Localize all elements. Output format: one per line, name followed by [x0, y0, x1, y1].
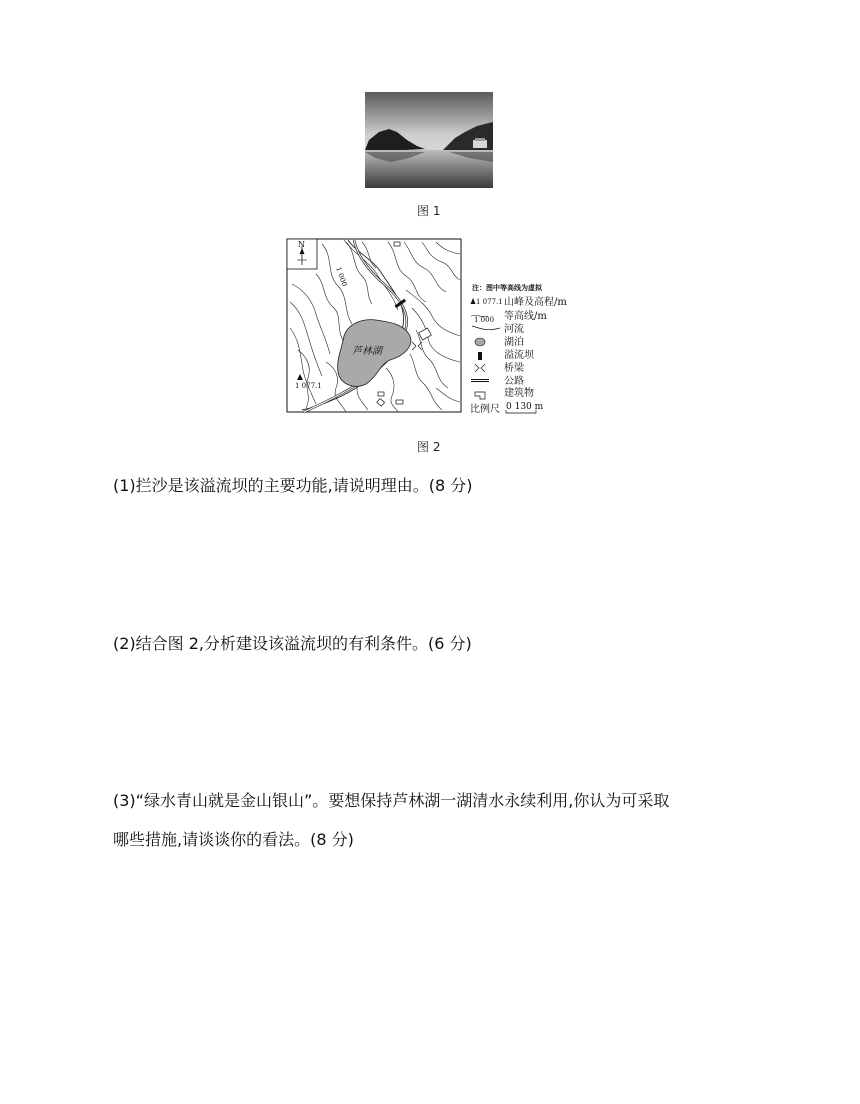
peak-icon — [471, 298, 476, 304]
building-icon — [475, 392, 485, 399]
question-2: (2)结合图 2,分析建设该溢流坝的有利条件。(6 分) — [113, 634, 472, 653]
north-label: N — [298, 240, 305, 249]
legend-building-label: 建筑物 — [504, 388, 534, 399]
contour-label: 1 000 — [334, 265, 349, 288]
lake-label: 芦林湖 — [352, 346, 382, 357]
svg-text:1 000: 1 000 — [474, 316, 495, 324]
legend-river-label: 河流 — [504, 324, 524, 335]
question-3-line-1: (3)“绿水青山就是金山银山”。要想保持芦林湖一湖清水永续利用,你认为可采取 — [113, 791, 670, 810]
legend-bridge-label: 桥梁 — [504, 363, 524, 374]
legend-scale-value: 0 130 m — [506, 402, 544, 412]
road-icon — [471, 379, 489, 382]
legend-lake-label: 湖泊 — [504, 337, 524, 348]
lake-icon — [475, 338, 485, 346]
legend-contour-label: 等高线/m — [504, 311, 547, 322]
legend-note: 注：图中等高线为虚拟 — [472, 284, 542, 292]
river-icon — [472, 326, 500, 330]
figure2-caption: 图 2 — [417, 440, 441, 454]
bridge-icon — [475, 364, 485, 372]
map-legend — [470, 283, 567, 415]
dam-icon — [478, 352, 482, 360]
figure1-caption: 图 1 — [417, 204, 441, 218]
legend-dam-label: 溢流坝 — [504, 350, 534, 361]
contour-map — [286, 238, 567, 418]
legend-road-label: 公路 — [504, 376, 524, 387]
svg-text:1 077.1: 1 077.1 — [476, 298, 503, 306]
lake-photo — [365, 92, 493, 188]
legend-scale-label: 比例尺 — [470, 404, 500, 415]
question-3-line-2: 哪些措施,请谈谈你的看法。(8 分) — [113, 830, 354, 849]
legend-peak-label: 山峰及高程/m — [504, 297, 567, 308]
question-1: (1)拦沙是该溢流坝的主要功能,请说明理由。(8 分) — [113, 476, 473, 495]
peak-label: 1 077.1 — [295, 382, 322, 390]
